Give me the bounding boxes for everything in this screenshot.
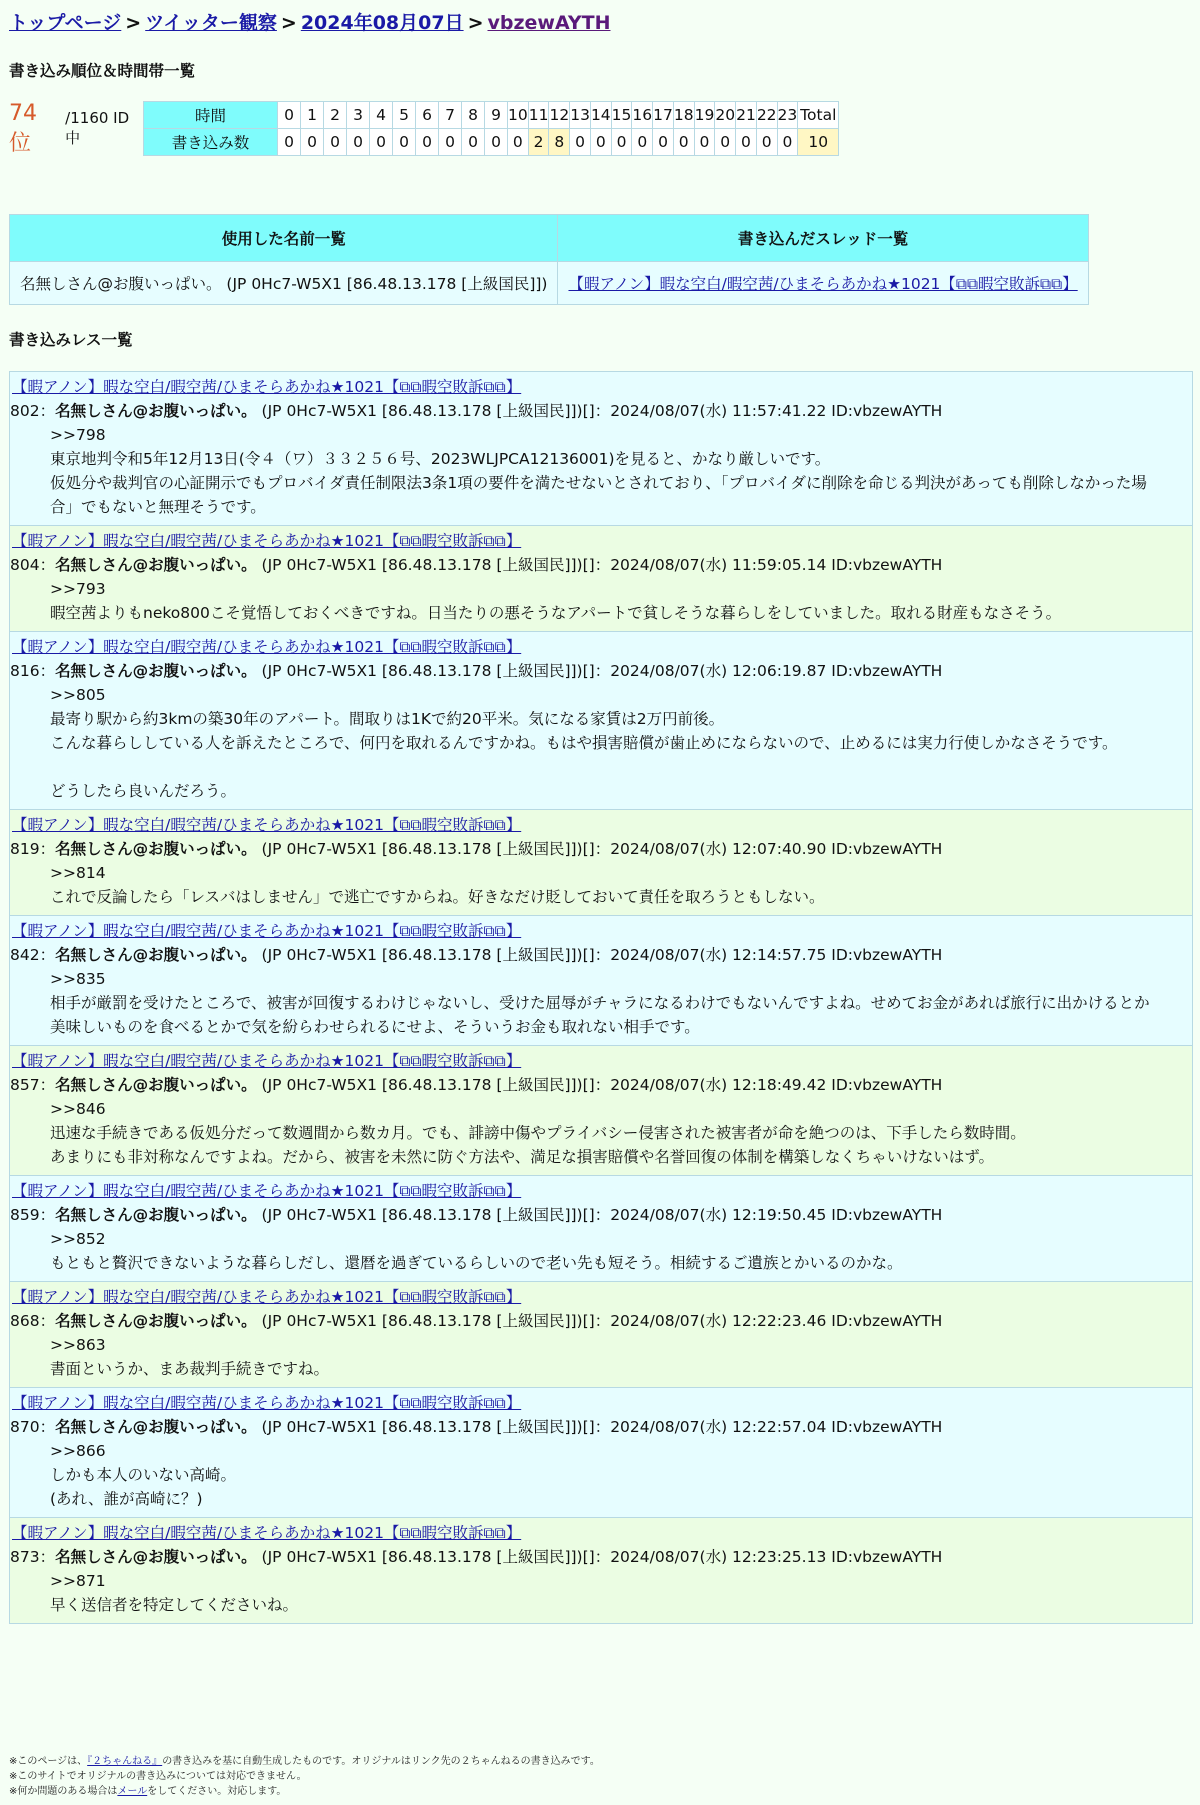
- post-number-separator: ：: [39, 946, 56, 964]
- hour-header-cell: 2: [324, 102, 347, 129]
- count-cell: 0: [777, 129, 798, 156]
- breadcrumb: [9, 8, 611, 35]
- post-body: [10, 861, 1192, 909]
- post-header: [10, 837, 1192, 861]
- post-reply-anchor[interactable]: >>793: [50, 580, 106, 598]
- count-total-cell: 10: [798, 129, 839, 156]
- post-meta: (JP 0Hc7-W5X1 [86.48.13.178 [上級国民]])[]：2024/08/07(水) 12:22:23.46 ID:vbzewAYTH: [256, 1312, 943, 1330]
- post-author-name: 名無しさん@お腹いっぱい。: [55, 1418, 257, 1436]
- post-number-separator: ：: [39, 402, 56, 420]
- post-meta: (JP 0Hc7-W5X1 [86.48.13.178 [上級国民]])[]：2024/08/07(水) 12:22:57.04 ID:vbzewAYTH: [256, 1418, 943, 1436]
- post-body-line: しかも本人のいない高崎。: [50, 1466, 237, 1484]
- count-cell: 0: [347, 129, 370, 156]
- post-body-line: もともと贅沢できないような暮らしだし、還暦を過ぎているらしいので老い先も短そう。相続するご遺族とかいるのかな。: [50, 1254, 903, 1272]
- breadcrumb-separator: >: [125, 12, 142, 34]
- count-cell: 0: [324, 129, 347, 156]
- post-header: [10, 659, 1192, 683]
- rank-total: /1160 ID中: [65, 109, 130, 147]
- post-header: [10, 553, 1192, 577]
- hour-header-cell: 14: [590, 102, 611, 129]
- post-reply-anchor[interactable]: >>798: [50, 426, 106, 444]
- count-cell: 0: [590, 129, 611, 156]
- count-cell: 0: [301, 129, 324, 156]
- names-threads-table: [9, 214, 1089, 305]
- count-cell: 0: [653, 129, 674, 156]
- post-reply-anchor[interactable]: >>805: [50, 686, 106, 704]
- hour-header-cell: 0: [278, 102, 301, 129]
- post-author-name: 名無しさん@お腹いっぱい。: [55, 1206, 257, 1224]
- post-header: [10, 399, 1192, 423]
- post-reply-anchor[interactable]: >>814: [50, 864, 106, 882]
- post-number-separator: ：: [39, 1206, 56, 1224]
- post-header: [10, 1203, 1192, 1227]
- thread-link[interactable]: 【暇アノン】暇な空白/暇空茜/ひまそらあかね★1021【⧉⧉暇空敗訴⧉⧉】: [568, 275, 1078, 293]
- footer-mail-link[interactable]: メール: [117, 1786, 148, 1797]
- hour-header-cell: 15: [611, 102, 632, 129]
- footer-line1-post: の書き込みを基に自動生成したものです。オリジナルはリンク先の２ちゃんねるの書き込みです。: [162, 1756, 600, 1767]
- hour-header-cell: 4: [370, 102, 393, 129]
- count-cell: 2: [528, 129, 549, 156]
- hour-header-cell: 11: [528, 102, 549, 129]
- count-cell: 0: [416, 129, 439, 156]
- post-author-name: 名無しさん@お腹いっぱい。: [55, 1312, 257, 1330]
- post-reply-anchor[interactable]: >>866: [50, 1442, 106, 1460]
- count-cell: 0: [370, 129, 393, 156]
- hour-header-total: Total: [798, 102, 839, 129]
- post: [9, 1046, 1193, 1176]
- post-body-line: 合」でもないと無理そうです。: [50, 498, 266, 516]
- hour-header-cell: 20: [715, 102, 736, 129]
- post-body-line: 東京地判令和5年12月13日(令４（ワ）３３２５６号、2023WLJPCA12136001)を見ると、かなり厳しいです。: [50, 450, 831, 468]
- count-cell: 0: [694, 129, 715, 156]
- post-thread-link[interactable]: 【暇アノン】暇な空白/暇空茜/ひまそらあかね★1021【⧉⧉暇空敗訴⧉⧉】: [12, 378, 522, 396]
- post-number: 868: [10, 1312, 40, 1330]
- rank-section-title: 書き込み順位＆時間帯一覧: [9, 62, 196, 80]
- post-meta: (JP 0Hc7-W5X1 [86.48.13.178 [上級国民]])[]：2024/08/07(水) 12:06:19.87 ID:vbzewAYTH: [256, 662, 943, 680]
- post: [9, 1518, 1193, 1624]
- count-cell: 0: [673, 129, 694, 156]
- count-cell: 0: [611, 129, 632, 156]
- post-number: 859: [10, 1206, 40, 1224]
- post-thread-link[interactable]: 【暇アノン】暇な空白/暇空茜/ひまそらあかね★1021【⧉⧉暇空敗訴⧉⧉】: [12, 1052, 522, 1070]
- post-thread-link[interactable]: 【暇アノン】暇な空白/暇空茜/ひまそらあかね★1021【⧉⧉暇空敗訴⧉⧉】: [12, 1524, 522, 1542]
- post-reply-anchor[interactable]: >>863: [50, 1336, 106, 1354]
- post-author-name: 名無しさん@お腹いっぱい。: [55, 946, 257, 964]
- post-meta: (JP 0Hc7-W5X1 [86.48.13.178 [上級国民]])[]：2024/08/07(水) 12:19:50.45 ID:vbzewAYTH: [256, 1206, 943, 1224]
- post-body: [10, 1569, 1192, 1617]
- count-cell: 0: [570, 129, 591, 156]
- post: [9, 371, 1193, 526]
- post-body-line: 仮処分や裁判官の心証開示でもプロバイダ責任制限法3条1項の要件を満たせないとされており、「プロバイダに削除を命じる判決があっても削除しなかった場: [50, 474, 1147, 492]
- post-author-name: 名無しさん@お腹いっぱい。: [55, 1076, 257, 1094]
- post-body-line: こんな暮らししている人を訴えたところで、何円を取れるんですかね。もはや損害賠償が歯止めにならないので、止めるには実力行使しかなさそうです。: [50, 734, 1118, 752]
- post-thread-link[interactable]: 【暇アノン】暇な空白/暇空茜/ひまそらあかね★1021【⧉⧉暇空敗訴⧉⧉】: [12, 816, 522, 834]
- hour-header-cell: 21: [736, 102, 757, 129]
- count-cell: 0: [462, 129, 485, 156]
- post-body-line: 暇空茜よりもneko800こそ覚悟しておくべきですね。日当たりの悪そうなアパートで貧しそうな暮らしをしていました。取れる財産もなさそう。: [50, 604, 1062, 622]
- count-cell: 8: [549, 129, 570, 156]
- post: [9, 526, 1193, 632]
- hour-header-cell: 9: [485, 102, 508, 129]
- post: [9, 1282, 1193, 1388]
- post-reply-anchor[interactable]: >>846: [50, 1100, 106, 1118]
- rank-value: 74 位: [9, 100, 37, 156]
- post-body: [10, 1439, 1192, 1511]
- post-body-line: [50, 755, 1192, 779]
- count-cell: 0: [278, 129, 301, 156]
- breadcrumb-separator: >: [467, 12, 484, 34]
- post: [9, 810, 1193, 916]
- count-cell: 0: [393, 129, 416, 156]
- post-thread-link[interactable]: 【暇アノン】暇な空白/暇空茜/ひまそらあかね★1021【⧉⧉暇空敗訴⧉⧉】: [12, 638, 522, 656]
- post-number: 857: [10, 1076, 40, 1094]
- footer: [9, 1754, 600, 1799]
- hour-header-cell: 5: [393, 102, 416, 129]
- used-name-cell: 名無しさん@お腹いっぱい。 (JP 0Hc7-W5X1 [86.48.13.178 [上級国民]]): [10, 262, 558, 305]
- breadcrumb-date-link[interactable]: 2024年08月07日: [300, 12, 464, 34]
- count-cell: 0: [485, 129, 508, 156]
- post-reply-anchor[interactable]: >>835: [50, 970, 106, 988]
- hour-header-cell: 10: [508, 102, 529, 129]
- post-meta: (JP 0Hc7-W5X1 [86.48.13.178 [上級国民]])[]：2024/08/07(水) 12:14:57.75 ID:vbzewAYTH: [256, 946, 943, 964]
- post-number-separator: ：: [39, 556, 56, 574]
- post-number: 819: [10, 840, 40, 858]
- hours-row-label: 時間: [144, 102, 278, 129]
- post-number-separator: ：: [39, 1418, 56, 1436]
- breadcrumb-top-link[interactable]: トップページ: [9, 12, 122, 34]
- post-header: [10, 1309, 1192, 1333]
- post-author-name: 名無しさん@お腹いっぱい。: [55, 402, 257, 420]
- posts-list: [9, 371, 1193, 1624]
- post-body: [10, 423, 1192, 519]
- hour-header-cell: 3: [347, 102, 370, 129]
- post-meta: (JP 0Hc7-W5X1 [86.48.13.178 [上級国民]])[]：2024/08/07(水) 12:23:25.13 ID:vbzewAYTH: [256, 1548, 943, 1566]
- post-body-line: 美味しいものを食べるとかで気を紛らわせられるにせよ、そういうお金も取れない相手です。: [50, 1018, 700, 1036]
- post-header: [10, 1415, 1192, 1439]
- post-number: 802: [10, 402, 40, 420]
- hour-header-cell: 16: [632, 102, 653, 129]
- post-body: [10, 683, 1192, 803]
- post-thread-link[interactable]: 【暇アノン】暇な空白/暇空茜/ひまそらあかね★1021【⧉⧉暇空敗訴⧉⧉】: [12, 1182, 522, 1200]
- post-body: [10, 1097, 1192, 1169]
- post-thread-link[interactable]: 【暇アノン】暇な空白/暇空茜/ひまそらあかね★1021【⧉⧉暇空敗訴⧉⧉】: [12, 1394, 522, 1412]
- breadcrumb-twitter-link[interactable]: ツイッター観察: [145, 12, 277, 34]
- breadcrumb-separator: >: [280, 12, 297, 34]
- post-author-name: 名無しさん@お腹いっぱい。: [55, 840, 257, 858]
- post-body-line: (あれ、誰が高崎に？): [50, 1490, 203, 1508]
- post-thread-link[interactable]: 【暇アノン】暇な空白/暇空茜/ひまそらあかね★1021【⧉⧉暇空敗訴⧉⧉】: [12, 1288, 522, 1306]
- hour-header-cell: 18: [673, 102, 694, 129]
- rank-display: [9, 101, 143, 156]
- counts-row-label: 書き込み数: [144, 129, 278, 156]
- post-number-separator: ：: [39, 840, 56, 858]
- post: [9, 632, 1193, 810]
- post-body: [10, 577, 1192, 625]
- post-number: 873: [10, 1548, 40, 1566]
- post-header: [10, 1073, 1192, 1097]
- post-reply-anchor[interactable]: >>871: [50, 1572, 106, 1590]
- post-author-name: 名無しさん@お腹いっぱい。: [55, 556, 257, 574]
- post-body-line: 早く送信者を特定してくださいね。: [50, 1596, 299, 1614]
- post-number: 870: [10, 1418, 40, 1436]
- names-column-header: 使用した名前一覧: [10, 215, 558, 262]
- post-thread-link[interactable]: 【暇アノン】暇な空白/暇空茜/ひまそらあかね★1021【⧉⧉暇空敗訴⧉⧉】: [12, 532, 522, 550]
- hour-header-cell: 1: [301, 102, 324, 129]
- hour-header-cell: 12: [549, 102, 570, 129]
- threads-column-header: 書き込んだスレッド一覧: [558, 215, 1088, 262]
- post-meta: (JP 0Hc7-W5X1 [86.48.13.178 [上級国民]])[]：2024/08/07(水) 11:59:05.14 ID:vbzewAYTH: [256, 556, 943, 574]
- post-number-separator: ：: [39, 1312, 56, 1330]
- count-cell: 0: [715, 129, 736, 156]
- post-body-line: あまりにも非対称なんですよね。だから、被害を未然に防ぐ方法や、満足な損害賠償や名誉回復の体制を構築しなくちゃいけないはず。: [50, 1148, 994, 1166]
- post-body-line: どうしたら良いんだろう。: [50, 782, 237, 800]
- hour-header-cell: 7: [439, 102, 462, 129]
- count-cell: 0: [632, 129, 653, 156]
- hour-header-cell: 8: [462, 102, 485, 129]
- hour-header-cell: 22: [756, 102, 777, 129]
- hours-header-row: [144, 102, 839, 129]
- count-cell: 0: [736, 129, 757, 156]
- thread-cell: [558, 262, 1088, 305]
- post-meta: (JP 0Hc7-W5X1 [86.48.13.178 [上級国民]])[]：2024/08/07(水) 12:07:40.90 ID:vbzewAYTH: [256, 840, 943, 858]
- post-number-separator: ：: [39, 1548, 56, 1566]
- footer-line2: ※このサイトでオリジナルの書き込みについては対応できません。: [9, 1771, 307, 1782]
- post-body-line: 迅速な手続きである仮処分だって数週間から数カ月。でも、誹謗中傷やプライバシー侵害された被害者が命を絶つのは、下手したら数時間。: [50, 1124, 1026, 1142]
- post-author-name: 名無しさん@お腹いっぱい。: [55, 662, 257, 680]
- post-body-line: 書面というか、まあ裁判手続きですね。: [50, 1360, 330, 1378]
- post-body-line: 最寄り駅から約3kmの築30年のアパート。間取りは1Kで約20平米。気になる家賃は2万円前後。: [50, 710, 725, 728]
- hours-table: [143, 101, 839, 156]
- counts-row: [144, 129, 839, 156]
- post-number: 842: [10, 946, 40, 964]
- post-body: [10, 967, 1192, 1039]
- count-cell: 0: [439, 129, 462, 156]
- footer-2ch-link[interactable]: 『２ちゃんねる』: [87, 1756, 163, 1767]
- post-reply-anchor[interactable]: >>852: [50, 1230, 106, 1248]
- post-body-line: 相手が厳罰を受けたところで、被害が回復するわけじゃないし、受けた屈辱がチャラになるわけでもないんですよね。せめてお金があれば旅行に出かけるとか: [50, 994, 1150, 1012]
- post-number: 816: [10, 662, 40, 680]
- footer-line3-pre: ※何か問題のある場合は: [9, 1786, 118, 1797]
- footer-line3-post: をしてください。対応します。: [147, 1786, 287, 1797]
- post-meta: (JP 0Hc7-W5X1 [86.48.13.178 [上級国民]])[]：2024/08/07(水) 11:57:41.22 ID:vbzewAYTH: [256, 402, 943, 420]
- hour-header-cell: 19: [694, 102, 715, 129]
- post-number: 804: [10, 556, 40, 574]
- count-cell: 0: [508, 129, 529, 156]
- hour-header-cell: 6: [416, 102, 439, 129]
- hour-header-cell: 17: [653, 102, 674, 129]
- post-meta: (JP 0Hc7-W5X1 [86.48.13.178 [上級国民]])[]：2024/08/07(水) 12:18:49.42 ID:vbzewAYTH: [256, 1076, 943, 1094]
- post-author-name: 名無しさん@お腹いっぱい。: [55, 1548, 257, 1566]
- post-number-separator: ：: [39, 1076, 56, 1094]
- post-body: [10, 1227, 1192, 1275]
- post-body-line: これで反論したら「レスバはしません」で逃亡ですからね。好きなだけ貶しておいて責任を取ろうともしない。: [50, 888, 825, 906]
- post-header: [10, 1545, 1192, 1569]
- post: [9, 916, 1193, 1046]
- post-body: [10, 1333, 1192, 1381]
- footer-line1-pre: ※このページは、: [9, 1756, 88, 1767]
- post: [9, 1388, 1193, 1518]
- hour-header-cell: 13: [570, 102, 591, 129]
- post-header: [10, 943, 1192, 967]
- hour-header-cell: 23: [777, 102, 798, 129]
- posts-section-title: 書き込みレス一覧: [9, 331, 133, 349]
- breadcrumb-id-link[interactable]: vbzewAYTH: [487, 12, 611, 34]
- post-thread-link[interactable]: 【暇アノン】暇な空白/暇空茜/ひまそらあかね★1021【⧉⧉暇空敗訴⧉⧉】: [12, 922, 522, 940]
- post-number-separator: ：: [39, 662, 56, 680]
- count-cell: 0: [756, 129, 777, 156]
- post: [9, 1176, 1193, 1282]
